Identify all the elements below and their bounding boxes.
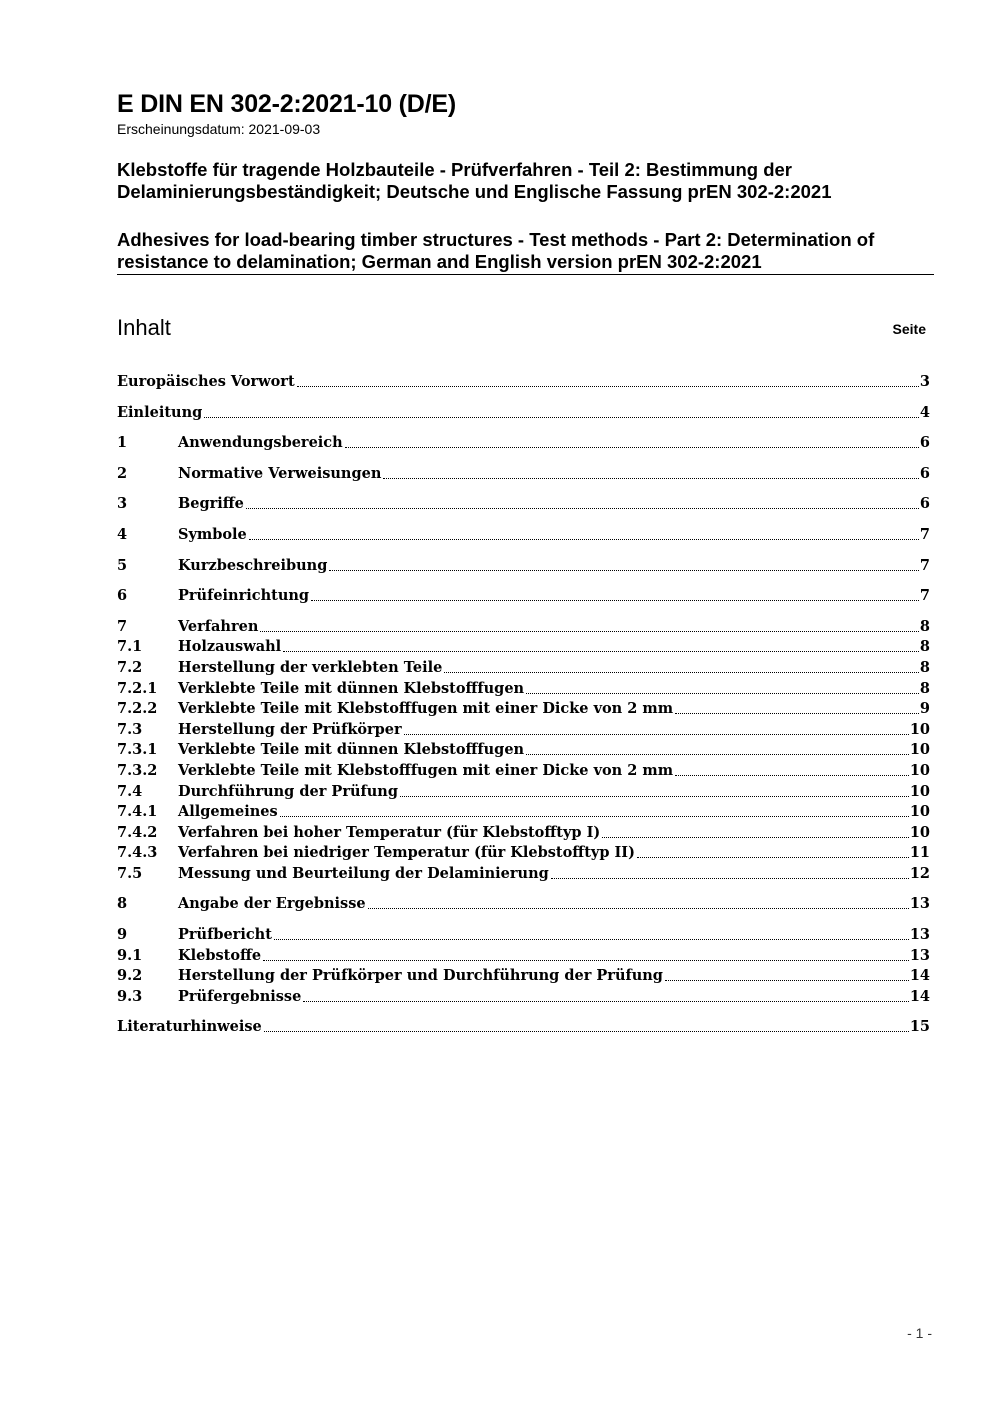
toc-entry-page: 8 xyxy=(919,617,930,635)
toc-entry-page: 8 xyxy=(919,658,930,676)
toc-entry-number: 3 xyxy=(117,495,128,513)
toc-entry[interactable] xyxy=(117,925,930,946)
toc-entry-label: Prüfergebnisse xyxy=(178,987,302,1005)
toc-entry-label: Angabe der Ergebnisse xyxy=(178,895,366,913)
toc-entry-number: 9 xyxy=(117,926,128,944)
toc-entry[interactable] xyxy=(117,946,930,967)
toc-entry[interactable] xyxy=(117,843,930,864)
toc-entry-number: 7.4 xyxy=(117,782,143,800)
toc-entry[interactable] xyxy=(117,802,930,823)
toc-entry-label: Herstellung der verklebten Teile xyxy=(178,658,443,676)
toc-entry-label: Kurzbeschreibung xyxy=(178,556,328,574)
toc-dot-leader xyxy=(303,987,909,1002)
toc-entry-page: 14 xyxy=(909,967,930,985)
toc-dot-leader xyxy=(264,1017,909,1032)
toc-entry-number: 7.5 xyxy=(117,864,143,882)
toc-dot-leader xyxy=(345,433,919,448)
toc-entry-page: 13 xyxy=(909,895,930,913)
toc-dot-leader xyxy=(280,802,909,817)
toc-entry[interactable] xyxy=(117,586,930,607)
toc-entry-label: Symbole xyxy=(178,525,247,543)
toc-entry-label: Klebstoffe xyxy=(178,946,262,964)
toc-entry-number: 7.2.1 xyxy=(117,679,158,697)
toc-entry-number: 7.2.2 xyxy=(117,700,158,718)
toc-entry-number: 9.2 xyxy=(117,967,143,985)
toc-dot-leader xyxy=(526,740,909,755)
toc-entry-number: 9.1 xyxy=(117,946,143,964)
publication-date: Erscheinungsdatum: 2021-09-03 xyxy=(117,121,321,137)
toc-entry[interactable] xyxy=(117,987,930,1008)
toc-entry[interactable] xyxy=(117,637,930,658)
toc-dot-leader xyxy=(551,864,909,879)
toc-entry-page: 11 xyxy=(909,844,930,862)
toc-entry-number: 7.4.2 xyxy=(117,823,158,841)
toc-entry[interactable] xyxy=(117,464,930,485)
toc-entry-page: 15 xyxy=(909,1018,930,1036)
toc-dot-leader xyxy=(283,637,919,652)
toc-entry-number: 7.4.3 xyxy=(117,844,158,862)
toc-dot-leader xyxy=(263,946,909,961)
toc-dot-leader xyxy=(274,925,909,940)
toc-entry-label: Einleitung xyxy=(117,403,203,421)
toc-dot-leader xyxy=(404,720,909,735)
toc-entry-label: Verfahren bei niedriger Temperatur (für Klebstofftyp II) xyxy=(178,844,635,862)
toc-entry[interactable] xyxy=(117,403,930,424)
toc-entry[interactable] xyxy=(117,525,930,546)
toc-entry-label: Prüfbericht xyxy=(178,926,272,944)
toc-entry-label: Verklebte Teile mit dünnen Klebstofffugen xyxy=(178,741,525,759)
toc-page-label: Seite xyxy=(892,321,926,337)
toc-dot-leader xyxy=(249,525,919,540)
toc-entry-label: Holzauswahl xyxy=(178,638,282,656)
table-of-contents xyxy=(117,372,930,1038)
toc-entry-number: 2 xyxy=(117,464,128,482)
toc-entry-number: 7.4.1 xyxy=(117,803,158,821)
toc-entry-label: Verfahren xyxy=(178,617,259,635)
toc-entry[interactable] xyxy=(117,823,930,844)
toc-entry-label: Messung und Beurteilung der Delaminierung xyxy=(178,864,549,882)
toc-entry[interactable] xyxy=(117,1017,930,1038)
toc-entry-page: 10 xyxy=(909,741,930,759)
toc-entry-label: Literaturhinweise xyxy=(117,1018,262,1036)
toc-entry-label: Durchführung der Prüfung xyxy=(178,782,398,800)
toc-heading: Inhalt xyxy=(117,315,171,340)
toc-entry-number: 4 xyxy=(117,525,128,543)
toc-entry-number: 7.2 xyxy=(117,658,143,676)
toc-entry[interactable] xyxy=(117,372,930,393)
toc-entry-page: 12 xyxy=(909,864,930,882)
toc-entry[interactable] xyxy=(117,679,930,700)
toc-dot-leader xyxy=(675,699,919,714)
toc-entry-number: 8 xyxy=(117,895,128,913)
toc-entry-label: Anwendungsbereich xyxy=(178,434,343,452)
toc-entry[interactable] xyxy=(117,966,930,987)
toc-entry-page: 13 xyxy=(909,926,930,944)
toc-entry[interactable] xyxy=(117,782,930,803)
toc-entry-number: 7.1 xyxy=(117,638,143,656)
toc-entry[interactable] xyxy=(117,658,930,679)
toc-dot-leader xyxy=(260,617,919,632)
toc-dot-leader xyxy=(329,556,919,571)
toc-entry-page: 8 xyxy=(919,638,930,656)
toc-entry-number: 9.3 xyxy=(117,987,143,1005)
toc-entry[interactable] xyxy=(117,494,930,515)
toc-entry-label: Herstellung der Prüfkörper xyxy=(178,720,402,738)
toc-dot-leader xyxy=(204,403,919,418)
toc-entry-page: 10 xyxy=(909,803,930,821)
toc-entry-page: 6 xyxy=(919,495,930,513)
toc-entry-number: 5 xyxy=(117,556,128,574)
toc-entry[interactable] xyxy=(117,864,930,885)
toc-entry-number: 7 xyxy=(117,617,128,635)
toc-entry-page: 9 xyxy=(919,700,930,718)
toc-entry-page: 10 xyxy=(909,823,930,841)
toc-entry-number: 7.3.2 xyxy=(117,761,158,779)
toc-entry-page: 7 xyxy=(919,587,930,605)
toc-entry[interactable] xyxy=(117,894,930,915)
toc-dot-leader xyxy=(526,679,919,694)
toc-entry-label: Verklebte Teile mit Klebstofffugen mit einer Dicke von 2 mm xyxy=(178,700,674,718)
toc-entry-page: 8 xyxy=(919,679,930,697)
toc-entry[interactable] xyxy=(117,617,930,638)
toc-entry-page: 10 xyxy=(909,720,930,738)
toc-dot-leader xyxy=(297,372,919,387)
toc-entry-page: 10 xyxy=(909,761,930,779)
toc-dot-leader xyxy=(311,586,919,601)
title-divider xyxy=(117,274,934,275)
toc-entry[interactable] xyxy=(117,433,930,454)
toc-entry-page: 3 xyxy=(919,373,930,390)
toc-entry[interactable] xyxy=(117,699,930,720)
toc-entry-label: Herstellung der Prüfkörper und Durchführung der Prüfung xyxy=(178,967,663,985)
toc-dot-leader xyxy=(444,658,919,673)
toc-entry[interactable] xyxy=(117,556,930,577)
toc-dot-leader xyxy=(665,966,909,981)
toc-dot-leader xyxy=(383,464,919,479)
toc-entry-number: 1 xyxy=(117,434,128,452)
document-id: E DIN EN 302-2:2021-10 (D/E) xyxy=(117,90,456,118)
toc-entry-label: Europäisches Vorwort xyxy=(117,373,295,390)
toc-entry-page: 14 xyxy=(909,987,930,1005)
toc-entry-number: 7.3 xyxy=(117,720,143,738)
toc-entry-number: 7.3.1 xyxy=(117,741,158,759)
toc-dot-leader xyxy=(400,782,909,797)
toc-entry-page: 7 xyxy=(919,556,930,574)
toc-entry-label: Normative Verweisungen xyxy=(178,464,382,482)
toc-entry-label: Verklebte Teile mit Klebstofffugen mit einer Dicke von 2 mm xyxy=(178,761,674,779)
title-english: Adhesives for load-bearing timber structures - Test methods - Part 2: Determination of resistance to delamination; German and English version prEN 302-2:2021 xyxy=(117,229,875,272)
toc-entry-label: Prüfeinrichtung xyxy=(178,587,310,605)
toc-entry[interactable] xyxy=(117,740,930,761)
page-number: - 1 - xyxy=(907,1325,932,1341)
toc-dot-leader xyxy=(675,761,909,776)
toc-entry-number: 6 xyxy=(117,587,128,605)
toc-entry[interactable] xyxy=(117,720,930,741)
toc-entry-page: 6 xyxy=(919,464,930,482)
toc-entry[interactable] xyxy=(117,761,930,782)
toc-entry-label: Verklebte Teile mit dünnen Klebstofffugen xyxy=(178,679,525,697)
toc-dot-leader xyxy=(602,823,909,838)
toc-entry-label: Begriffe xyxy=(178,495,244,513)
toc-dot-leader xyxy=(246,494,919,509)
toc-entry-page: 10 xyxy=(909,782,930,800)
toc-entry-page: 7 xyxy=(919,525,930,543)
title-german: Klebstoffe für tragende Holzbauteile - Prüfverfahren - Teil 2: Bestimmung der Delaminierungsbeständigkeit; Deutsche und Englische Fassung prEN 302-2:2021 xyxy=(117,159,832,202)
toc-entry-page: 6 xyxy=(919,434,930,452)
toc-entry-page: 4 xyxy=(919,403,930,421)
toc-entry-page: 13 xyxy=(909,946,930,964)
toc-entry-label: Allgemeines xyxy=(178,803,278,821)
toc-dot-leader xyxy=(368,894,909,909)
toc-entry-label: Verfahren bei hoher Temperatur (für Klebstofftyp I) xyxy=(178,823,601,841)
toc-dot-leader xyxy=(637,843,909,858)
